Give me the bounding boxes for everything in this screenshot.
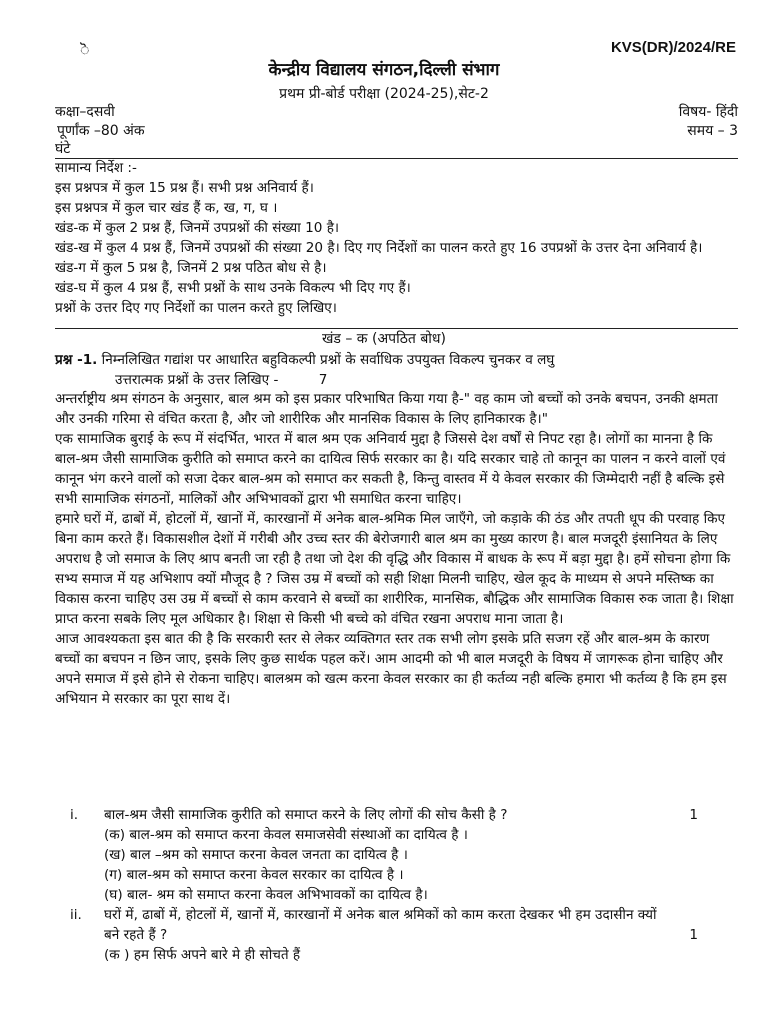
- mcq-question: बाल-श्रम जैसी सामाजिक कुरीति को समाप्त करने के लिए लोगों की सोच कैसी है ?: [104, 807, 508, 823]
- passage-paragraph: आज आवश्यकता इस बात की है कि सरकारी स्तर से लेकर व्यक्तिगत स्तर तक सभी लोग इसके प्रति सजग रहें और बाल-श्रम के कारण बच्चों का बचपन न छिन जाए, इसके लिए कुछ सार्थक पहल करें। आम आदमी को भी बाल मजदूरी के विषय में जागरूक होना चाहिए और अपने समाज में इसे होने से रोकना चाहिए। बालश्रम को खत्म करना केवल सरकार का ही कर्तव्य नही बल्कि हमारा भी कर्तव्य है कि हम इस अभियान मे सरकार का पूरा साथ दें।: [55, 631, 727, 707]
- total-marks-label: पूर्णांक –80 अंक: [57, 123, 145, 139]
- class-label: कक्षा–दसवी: [55, 104, 115, 120]
- exam-subtitle: प्रथम प्री-बोर्ड परीक्षा (2024-25),सेट-2: [279, 86, 489, 102]
- mcq-option[interactable]: (क) बाल-श्रम को समाप्त करना केवल समाजसेवी संस्थाओं का दायित्व है ।: [104, 827, 468, 843]
- question-1-instruction: [55, 350, 728, 390]
- instruction-item: प्रश्नों के उत्तर दिए गए निर्देशों का पालन करते हुए लिखिए।: [55, 300, 337, 316]
- question-text-line1: निम्नलिखित गद्यांश पर आधारित बहुविकल्पी प्रश्नों के सर्वाधिक उपयुक्त विकल्प चुनकर व लघु: [101, 352, 555, 368]
- mcq-item: [70, 905, 698, 965]
- mcq-option[interactable]: (क ) हम सिर्फ अपने बारे मे ही सोचते हैं: [104, 947, 301, 963]
- instruction-item: इस प्रश्नपत्र में कुल 15 प्रश्न हैं। सभी प्रश्न अनिवार्य हैं।: [55, 180, 314, 196]
- instruction-item: खंड-क में कुल 2 प्रश्न हैं, जिनमें उपप्रश्नों की संख्या 10 है।: [55, 220, 340, 236]
- passage-paragraph: एक सामाजिक बुराई के रूप में संदर्भित, भारत में बाल श्रम एक अनिवार्य मुद्दा है जिससे देश वर्षों से निपट रहा है। लोगों का मानना है कि बाल-श्रम जैसी सामाजिक कुरीति को समाप्त करने का दायित्व सिर्फ सरकार का है। यदि सरकार चाहे तो कानून का पालन न करने वालों एवं कानून भंग करने वालों को सजा देकर बाल-श्रम को समाप्त कर सकती है, किन्तु वास्तव में ये केवल सरकार की जिम्मेदारी नहीं है बल्कि इसे सभी सामाजिक संगठनों, मालिकों और अभिभावकों द्वारा भी समाधित करना चाहिए।: [55, 431, 726, 507]
- section-heading: खंड – क (अपठित बोध): [321, 331, 447, 347]
- question-number: प्रश्न -1.: [55, 352, 98, 368]
- mcq-number: i.: [70, 807, 79, 823]
- mcq-option[interactable]: (घ) बाल- श्रम को समाप्त करना केवल अभिभावकों का दायित्व है।: [104, 887, 428, 903]
- instruction-item: खंड-घ में कुल 4 प्रश्न हैं, सभी प्रश्नों के साथ उनके विकल्प भी दिए गए हैं।: [55, 280, 411, 296]
- mcq-option[interactable]: (ख) बाल –श्रम को समाप्त करना केवल जनता का दायित्व है ।: [104, 847, 408, 863]
- instructions-heading: सामान्य निर्देश :-: [55, 160, 137, 176]
- mcq-number: ii.: [70, 907, 82, 923]
- corner-mark: ◌ॆ: [80, 40, 90, 59]
- marks-time-row: [55, 121, 738, 141]
- mcq-option[interactable]: (ग) बाल-श्रम को समाप्त करना केवल सरकार का दायित्व है ।: [104, 867, 404, 883]
- passage-paragraph: हमारे घरों में, ढाबों में, होटलों में, खानों में, कारखानों में अनेक बाल-श्रमिक मिल जाएँगे, जो कड़ाके की ठंड और तपती धूप की परवाह किए बिना काम करते हैं। विकासशील देशों में गरीबी और उच्च स्तर की बेरोजगारी बाल श्रम का मुख्य कारण है। बाल मजदूरी इंसानियत के लिए अपराध है जो समाज के लिए श्राप बनती जा रही है तथा जो देश की वृद्धि और विकास में बाधक के रूप में बड़ा मुद्दा है। हमें सोचना होगा कि सभ्य समाज में यह अभिशाप क्यों मौजूद है ? जिस उम्र में बच्चों को सही शिक्षा मिलनी चाहिए, खेल कूद के माध्यम से अपने मस्तिष्क का विकास करना चाहिए उस उम्र में बच्चों से काम करवाने से बच्चों का शारीरिक, मानसिक, बौद्धिक और सामाजिक विकास रुक जाता है। शिक्षा प्राप्त करना सबके लिए मूल अधिकार है। शिक्षा से किसी भी बच्चे को वंचित रखना अपराध माना जाता है।: [55, 511, 734, 627]
- unseen-passage: [55, 389, 736, 709]
- subject-label: विषय- हिंदी: [678, 104, 738, 120]
- question-marks: 7: [318, 372, 328, 388]
- mcq-marks: 1: [689, 927, 698, 943]
- instruction-item: खंड-ख में कुल 4 प्रश्न हैं, जिनमें उपप्रश्नों की संख्या 20 है। दिए गए निर्देशों का पालन करते हुए 16 उपप्रश्नों के उत्तर देना अनिवार्य है।: [55, 240, 703, 256]
- time-unit-row: [55, 139, 738, 159]
- mcq-question: घरों में, ढाबों में, होटलों में, खानों में, कारखानों में अनेक बाल श्रमिकों को काम करता देखकर भी हम उदासीन क्यों बने रहते हैं ?: [104, 907, 657, 943]
- instruction-item: खंड-ग में कुल 5 प्रश्न है, जिनमें 2 प्रश्न पठित बोध से है।: [55, 260, 327, 276]
- passage-paragraph: अन्तर्राष्ट्रीय श्रम संगठन के अनुसार, बाल श्रम को इस प्रकार परिभाषित किया गया है-" वह काम जो बच्चों को उनके बचपन, उनकी क्षमता और उनकी गरिमा से वंचित करता है, और जो शारीरिक और मानसिक विकास के लिए हानिकारक है।": [55, 391, 718, 427]
- mcq-item: [70, 805, 698, 905]
- general-instructions: [55, 158, 736, 318]
- time-label: समय – 3: [687, 123, 738, 139]
- class-subject-row: [55, 102, 738, 122]
- paper-code: KVS(DR)/2024/RE: [610, 39, 736, 56]
- instruction-item: इस प्रश्नपत्र में कुल चार खंड हैं क, ख, ग, घ ।: [55, 200, 278, 216]
- mcq-marks: 1: [689, 807, 698, 823]
- organization-title: केन्द्रीय विद्यालय संगठन,दिल्ली संभाग: [268, 60, 500, 80]
- question-text-line2: उत्तरात्मक प्रश्नों के उत्तर लिखिए -: [115, 372, 279, 388]
- time-unit: घंटे: [55, 141, 71, 157]
